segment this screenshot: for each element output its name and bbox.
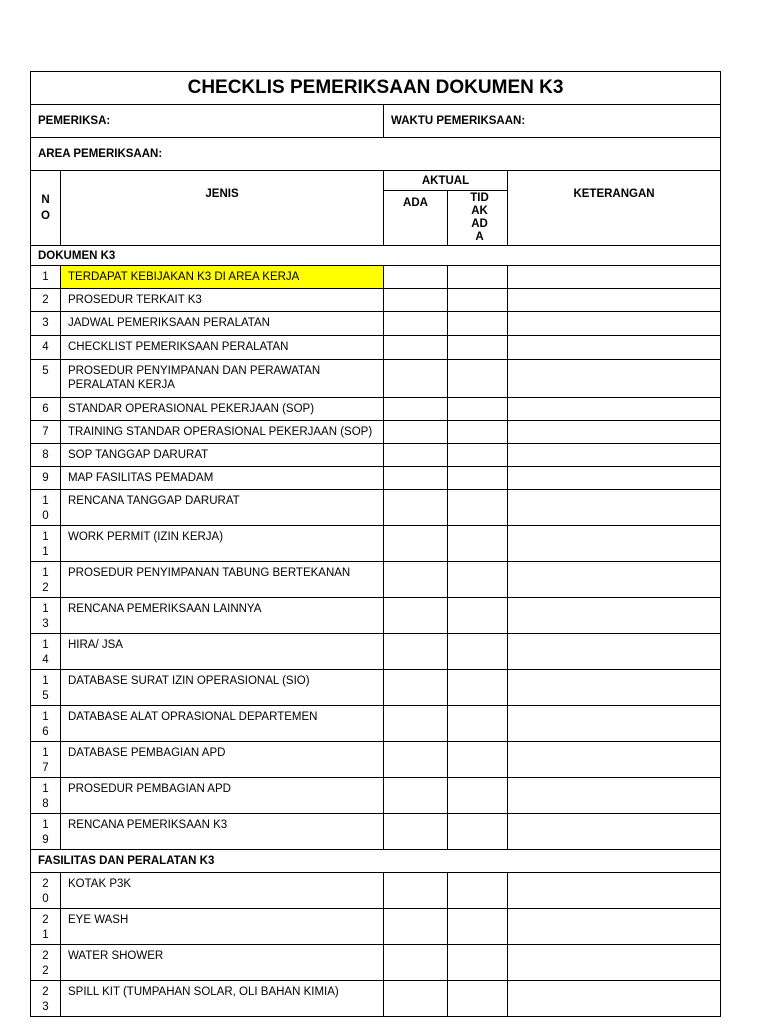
row-tidak-ada-cell[interactable] xyxy=(448,444,508,467)
row-number xyxy=(31,467,61,490)
row-keterangan-cell[interactable] xyxy=(508,266,721,289)
row-ada-cell[interactable] xyxy=(384,909,448,945)
row-keterangan-cell[interactable] xyxy=(508,421,721,444)
checklist-row xyxy=(31,266,721,289)
row-number-digit: 2 xyxy=(42,986,49,998)
row-keterangan-cell[interactable] xyxy=(508,814,721,850)
column-header-jenis: JENIS xyxy=(61,171,384,246)
row-number-digit: 7 xyxy=(42,426,49,438)
row-ada-cell[interactable] xyxy=(384,670,448,706)
row-number-digit: 2 xyxy=(42,965,49,977)
column-header-tidak-ada-line: AK xyxy=(471,205,488,217)
row-jenis: EYE WASH xyxy=(61,909,384,945)
row-ada-cell[interactable] xyxy=(384,526,448,562)
row-number-digit: 1 xyxy=(42,546,49,558)
row-jenis xyxy=(61,360,384,398)
row-tidak-ada-cell[interactable] xyxy=(448,289,508,312)
row-number xyxy=(31,421,61,444)
row-keterangan-cell[interactable] xyxy=(508,398,721,421)
row-number xyxy=(31,981,61,1017)
row-tidak-ada-cell[interactable] xyxy=(448,467,508,490)
row-number-digit: 1 xyxy=(42,819,49,831)
checklist-table xyxy=(30,71,721,1017)
row-ada-cell[interactable] xyxy=(384,562,448,598)
checklist-row xyxy=(31,981,721,1017)
row-number xyxy=(31,562,61,598)
row-keterangan-cell[interactable] xyxy=(508,360,721,398)
column-header-tidak-ada-line: TID xyxy=(470,192,489,204)
row-number-digit: 4 xyxy=(42,341,49,353)
row-number xyxy=(31,526,61,562)
row-number xyxy=(31,289,61,312)
row-keterangan-cell[interactable] xyxy=(508,981,721,1017)
row-number-digit: 6 xyxy=(42,403,49,415)
row-keterangan-cell[interactable] xyxy=(508,706,721,742)
row-ada-cell[interactable] xyxy=(384,742,448,778)
row-keterangan-cell[interactable] xyxy=(508,312,721,336)
row-number-digit: 1 xyxy=(42,603,49,615)
checklist-row xyxy=(31,289,721,312)
row-tidak-ada-cell[interactable] xyxy=(448,526,508,562)
row-ada-cell[interactable] xyxy=(384,398,448,421)
row-jenis: DATABASE ALAT OPRASIONAL DEPARTEMEN xyxy=(61,706,384,742)
row-ada-cell[interactable] xyxy=(384,873,448,909)
row-number xyxy=(31,670,61,706)
row-jenis: TERDAPAT KEBIJAKAN K3 DI AREA KERJA xyxy=(61,266,384,289)
row-tidak-ada-cell[interactable] xyxy=(448,814,508,850)
row-jenis: RENCANA TANGGAP DARURAT xyxy=(61,490,384,526)
row-jenis: PROSEDUR TERKAIT K3 xyxy=(61,289,384,312)
checklist-row xyxy=(31,670,721,706)
row-keterangan-cell[interactable] xyxy=(508,289,721,312)
row-ada-cell[interactable] xyxy=(384,312,448,336)
section-header: DOKUMEN K3 xyxy=(31,246,721,266)
checklist-row xyxy=(31,336,721,360)
row-number-digit: 4 xyxy=(42,654,49,666)
row-keterangan-cell[interactable] xyxy=(508,634,721,670)
row-tidak-ada-cell[interactable] xyxy=(448,945,508,981)
row-number-digit: 9 xyxy=(42,834,49,846)
row-tidak-ada-cell[interactable] xyxy=(448,490,508,526)
row-number-digit: 8 xyxy=(42,798,49,810)
row-number xyxy=(31,266,61,289)
row-tidak-ada-cell[interactable] xyxy=(448,634,508,670)
checklist-row xyxy=(31,634,721,670)
row-keterangan-cell[interactable] xyxy=(508,444,721,467)
row-ada-cell[interactable] xyxy=(384,490,448,526)
row-number-digit: 2 xyxy=(42,878,49,890)
row-tidak-ada-cell[interactable] xyxy=(448,266,508,289)
row-ada-cell[interactable] xyxy=(384,778,448,814)
row-ada-cell[interactable] xyxy=(384,981,448,1017)
row-tidak-ada-cell[interactable] xyxy=(448,742,508,778)
row-number xyxy=(31,360,61,398)
checklist-row xyxy=(31,814,721,850)
row-tidak-ada-cell[interactable] xyxy=(448,909,508,945)
row-keterangan-cell[interactable] xyxy=(508,526,721,562)
column-header-no-line: N xyxy=(41,194,50,206)
row-ada-cell[interactable] xyxy=(384,814,448,850)
row-jenis: WATER SHOWER xyxy=(61,945,384,981)
row-number-digit: 1 xyxy=(42,567,49,579)
row-tidak-ada-cell[interactable] xyxy=(448,598,508,634)
row-number-digit: 8 xyxy=(42,449,49,461)
row-ada-cell[interactable] xyxy=(384,706,448,742)
row-number-digit: 0 xyxy=(42,510,49,522)
row-jenis: JADWAL PEMERIKSAAN PERALATAN xyxy=(61,312,384,336)
row-jenis: DATABASE SURAT IZIN OPERASIONAL (SIO) xyxy=(61,670,384,706)
row-jenis: SPILL KIT (TUMPAHAN SOLAR, OLI BAHAN KIMIA) xyxy=(61,981,384,1017)
row-number-digit: 5 xyxy=(42,365,49,377)
row-number xyxy=(31,814,61,850)
row-tidak-ada-cell[interactable] xyxy=(448,778,508,814)
row-number xyxy=(31,398,61,421)
row-number xyxy=(31,598,61,634)
row-number-digit: 1 xyxy=(42,531,49,543)
row-number-digit: 2 xyxy=(42,950,49,962)
row-number-digit: 2 xyxy=(42,582,49,594)
row-number-digit: 0 xyxy=(42,893,49,905)
pemeriksa-field[interactable]: PEMERIKSA: xyxy=(31,105,384,138)
row-jenis: PROSEDUR PENYIMPANAN TABUNG BERTEKANAN xyxy=(61,562,384,598)
row-number-digit: 3 xyxy=(42,317,49,329)
checklist-row xyxy=(31,526,721,562)
row-number-digit: 3 xyxy=(42,618,49,630)
row-number-digit: 1 xyxy=(42,747,49,759)
row-ada-cell[interactable] xyxy=(384,467,448,490)
row-number xyxy=(31,444,61,467)
row-number-digit: 1 xyxy=(42,495,49,507)
row-jenis: DATABASE PEMBAGIAN APD xyxy=(61,742,384,778)
checklist-row xyxy=(31,421,721,444)
row-keterangan-cell[interactable] xyxy=(508,945,721,981)
row-keterangan-cell[interactable] xyxy=(508,909,721,945)
column-header-tidak-ada-line: AD xyxy=(471,218,488,230)
row-tidak-ada-cell[interactable] xyxy=(448,421,508,444)
row-ada-cell[interactable] xyxy=(384,336,448,360)
row-number xyxy=(31,873,61,909)
row-keterangan-cell[interactable] xyxy=(508,336,721,360)
row-keterangan-cell[interactable] xyxy=(508,562,721,598)
section-header: FASILITAS DAN PERALATAN K3 xyxy=(31,850,721,873)
row-tidak-ada-cell[interactable] xyxy=(448,670,508,706)
row-keterangan-cell[interactable] xyxy=(508,467,721,490)
checklist-row xyxy=(31,444,721,467)
checklist-row xyxy=(31,742,721,778)
area-pemeriksaan-field[interactable]: AREA PEMERIKSAAN: xyxy=(31,138,721,171)
column-header-keterangan: KETERANGAN xyxy=(508,171,721,246)
row-tidak-ada-cell[interactable] xyxy=(448,706,508,742)
row-number-digit: 1 xyxy=(42,675,49,687)
checklist-row xyxy=(31,490,721,526)
row-number-digit: 2 xyxy=(42,294,49,306)
row-number-digit: 9 xyxy=(42,472,49,484)
row-number xyxy=(31,778,61,814)
column-header-ada: ADA xyxy=(384,191,448,246)
checklist-row xyxy=(31,598,721,634)
row-ada-cell[interactable] xyxy=(384,360,448,398)
checklist-row xyxy=(31,778,721,814)
checklist-row xyxy=(31,945,721,981)
row-tidak-ada-cell[interactable] xyxy=(448,336,508,360)
row-ada-cell[interactable] xyxy=(384,598,448,634)
row-ada-cell[interactable] xyxy=(384,266,448,289)
document-title: CHECKLIS PEMERIKSAAN DOKUMEN K3 xyxy=(31,72,721,105)
row-jenis: SOP TANGGAP DARURAT xyxy=(61,444,384,467)
row-tidak-ada-cell[interactable] xyxy=(448,873,508,909)
row-keterangan-cell[interactable] xyxy=(508,490,721,526)
row-jenis: WORK PERMIT (IZIN KERJA) xyxy=(61,526,384,562)
checklist-row xyxy=(31,360,721,398)
row-tidak-ada-cell[interactable] xyxy=(448,981,508,1017)
row-number-digit: 1 xyxy=(42,271,49,283)
column-header-no-line: O xyxy=(41,210,50,222)
checklist-row xyxy=(31,467,721,490)
row-ada-cell[interactable] xyxy=(384,634,448,670)
row-keterangan-cell[interactable] xyxy=(508,598,721,634)
row-number xyxy=(31,945,61,981)
row-number-digit: 7 xyxy=(42,762,49,774)
row-number-digit: 2 xyxy=(42,914,49,926)
column-header-tidak-ada xyxy=(448,191,508,246)
checklist-row xyxy=(31,312,721,336)
column-header-no xyxy=(31,171,61,246)
column-header-tidak-ada-line: A xyxy=(475,231,484,243)
checklist-document xyxy=(30,71,720,1017)
checklist-row xyxy=(31,873,721,909)
waktu-pemeriksaan-field[interactable]: WAKTU PEMERIKSAAN: xyxy=(384,105,721,138)
row-jenis: RENCANA PEMERIKSAAN LAINNYA xyxy=(61,598,384,634)
row-keterangan-cell[interactable] xyxy=(508,873,721,909)
row-number-digit: 1 xyxy=(42,711,49,723)
row-jenis: PROSEDUR PEMBAGIAN APD xyxy=(61,778,384,814)
row-number xyxy=(31,490,61,526)
row-tidak-ada-cell[interactable] xyxy=(448,562,508,598)
checklist-row xyxy=(31,562,721,598)
row-jenis: HIRA/ JSA xyxy=(61,634,384,670)
row-ada-cell[interactable] xyxy=(384,421,448,444)
row-tidak-ada-cell[interactable] xyxy=(448,312,508,336)
row-number xyxy=(31,742,61,778)
row-ada-cell[interactable] xyxy=(384,945,448,981)
row-tidak-ada-cell[interactable] xyxy=(448,398,508,421)
row-keterangan-cell[interactable] xyxy=(508,778,721,814)
row-number-digit: 5 xyxy=(42,690,49,702)
checklist-row xyxy=(31,706,721,742)
row-number xyxy=(31,336,61,360)
row-keterangan-cell[interactable] xyxy=(508,670,721,706)
row-jenis-line: PROSEDUR PENYIMPANAN DAN PERAWATAN xyxy=(68,365,321,377)
row-number xyxy=(31,706,61,742)
row-keterangan-cell[interactable] xyxy=(508,742,721,778)
checklist-row xyxy=(31,909,721,945)
row-number-digit: 3 xyxy=(42,1001,49,1013)
row-jenis: CHECKLIST PEMERIKSAAN PERALATAN xyxy=(61,336,384,360)
row-number xyxy=(31,909,61,945)
row-jenis: MAP FASILITAS PEMADAM xyxy=(61,467,384,490)
row-jenis: STANDAR OPERASIONAL PEKERJAAN (SOP) xyxy=(61,398,384,421)
row-number-digit: 1 xyxy=(42,783,49,795)
row-number-digit: 1 xyxy=(42,929,49,941)
row-ada-cell[interactable] xyxy=(384,289,448,312)
row-number xyxy=(31,312,61,336)
row-number-digit: 6 xyxy=(42,726,49,738)
row-number-digit: 1 xyxy=(42,639,49,651)
row-tidak-ada-cell[interactable] xyxy=(448,360,508,398)
checklist-row xyxy=(31,398,721,421)
row-jenis: TRAINING STANDAR OPERASIONAL PEKERJAAN (SOP) xyxy=(61,421,384,444)
column-header-aktual: AKTUAL xyxy=(384,171,508,191)
row-jenis: RENCANA PEMERIKSAAN K3 xyxy=(61,814,384,850)
row-jenis-line: PERALATAN KERJA xyxy=(68,379,175,391)
row-number xyxy=(31,634,61,670)
row-jenis: KOTAK P3K xyxy=(61,873,384,909)
row-ada-cell[interactable] xyxy=(384,444,448,467)
